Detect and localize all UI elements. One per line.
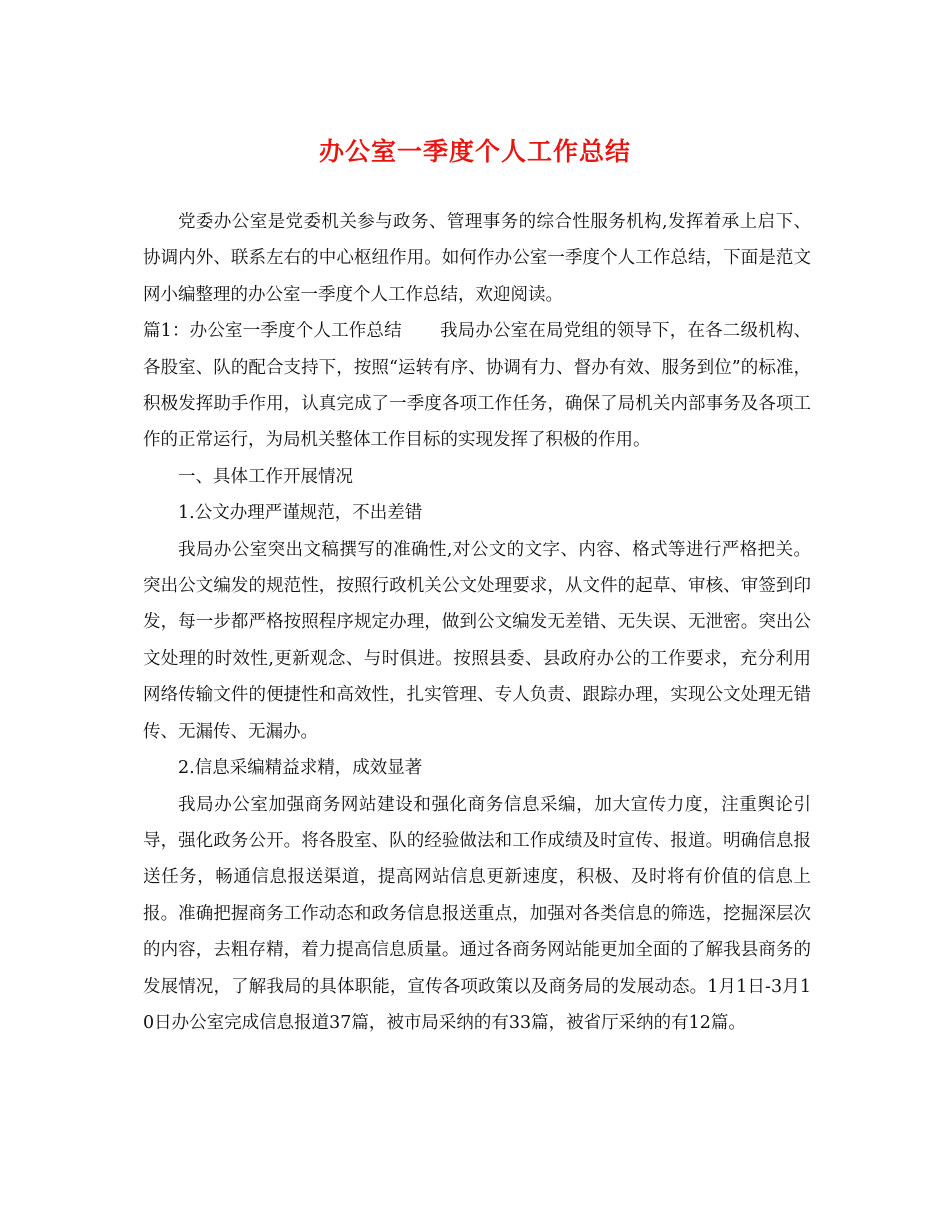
document-title: 办公室一季度个人工作总结: [318, 137, 631, 166]
article-paragraph: [143, 313, 811, 459]
article-lead: 我局办公室在局党组的领导下，在各二级机构、各股室、队的配合支持下，按照“运转有序、协调有力、督办有效、服务到位”的标准，积极发挥助手作用，认真完成了一季度各项工作任务，确保了局机关内部事务及各项工作的正常运行，为局机关整体工作目标的实现发挥了积极的作用。: [143, 321, 812, 451]
document-body: [143, 204, 811, 1041]
section-heading: 一、具体工作开展情况: [178, 466, 353, 487]
item-1-heading: 1.公文办理严谨规范，不出差错: [178, 503, 423, 524]
item-2-paragraph: 我局办公室加强商务网站建设和强化商务信息采编，加大宣传力度，注重舆论引导，强化政务公开。将各股室、队的经验做法和工作成绩及时宣传、报道。明确信息报送任务，畅通信息报送渠道，提高网站信息更新速度，积极、及时将有价值的信息上报。准确把握商务工作动态和政务信息报送重点，加强对各类信息的筛选，挖掘深层次的内容，去粗存精，着力提高信息质量。通过各商务网站能更加全面的了解我县商务的发展情况，了解我局的具体职能，宣传各项政策以及商务局的发展动态。1月1日-3月10日办公室完成信息报道37篇，被市局采纳的有33篇，被省厅采纳的有12篇。: [143, 794, 811, 1033]
article-label: 篇1：办公室一季度个人工作总结: [143, 321, 402, 342]
item-1-paragraph: 我局办公室突出文稿撰写的准确性,对公文的文字、内容、格式等进行严格把关。突出公文编发的规范性，按照行政机关公文处理要求，从文件的起草、审核、审签到印发，每一步都严格按照程序规定办理，做到公文编发无差错、无失误、无泄密。突出公文处理的时效性,更新观念、与时俱进。按照县委、县政府办公的工作要求，充分利用网络传输文件的便捷性和高效性，扎实管理、专人负责、跟踪办理，实现公文处理无错传、无漏传、无漏办。: [143, 539, 811, 742]
item-2-heading: 2.信息采编精益求精，成效显著: [178, 758, 423, 779]
intro-paragraph: 党委办公室是党委机关参与政务、管理事务的综合性服务机构,发挥着承上启下、协调内外、联系左右的中心枢纽作用。如何作办公室一季度个人工作总结，下面是范文网小编整理的办公室一季度个人工作总结，欢迎阅读。: [143, 212, 811, 305]
